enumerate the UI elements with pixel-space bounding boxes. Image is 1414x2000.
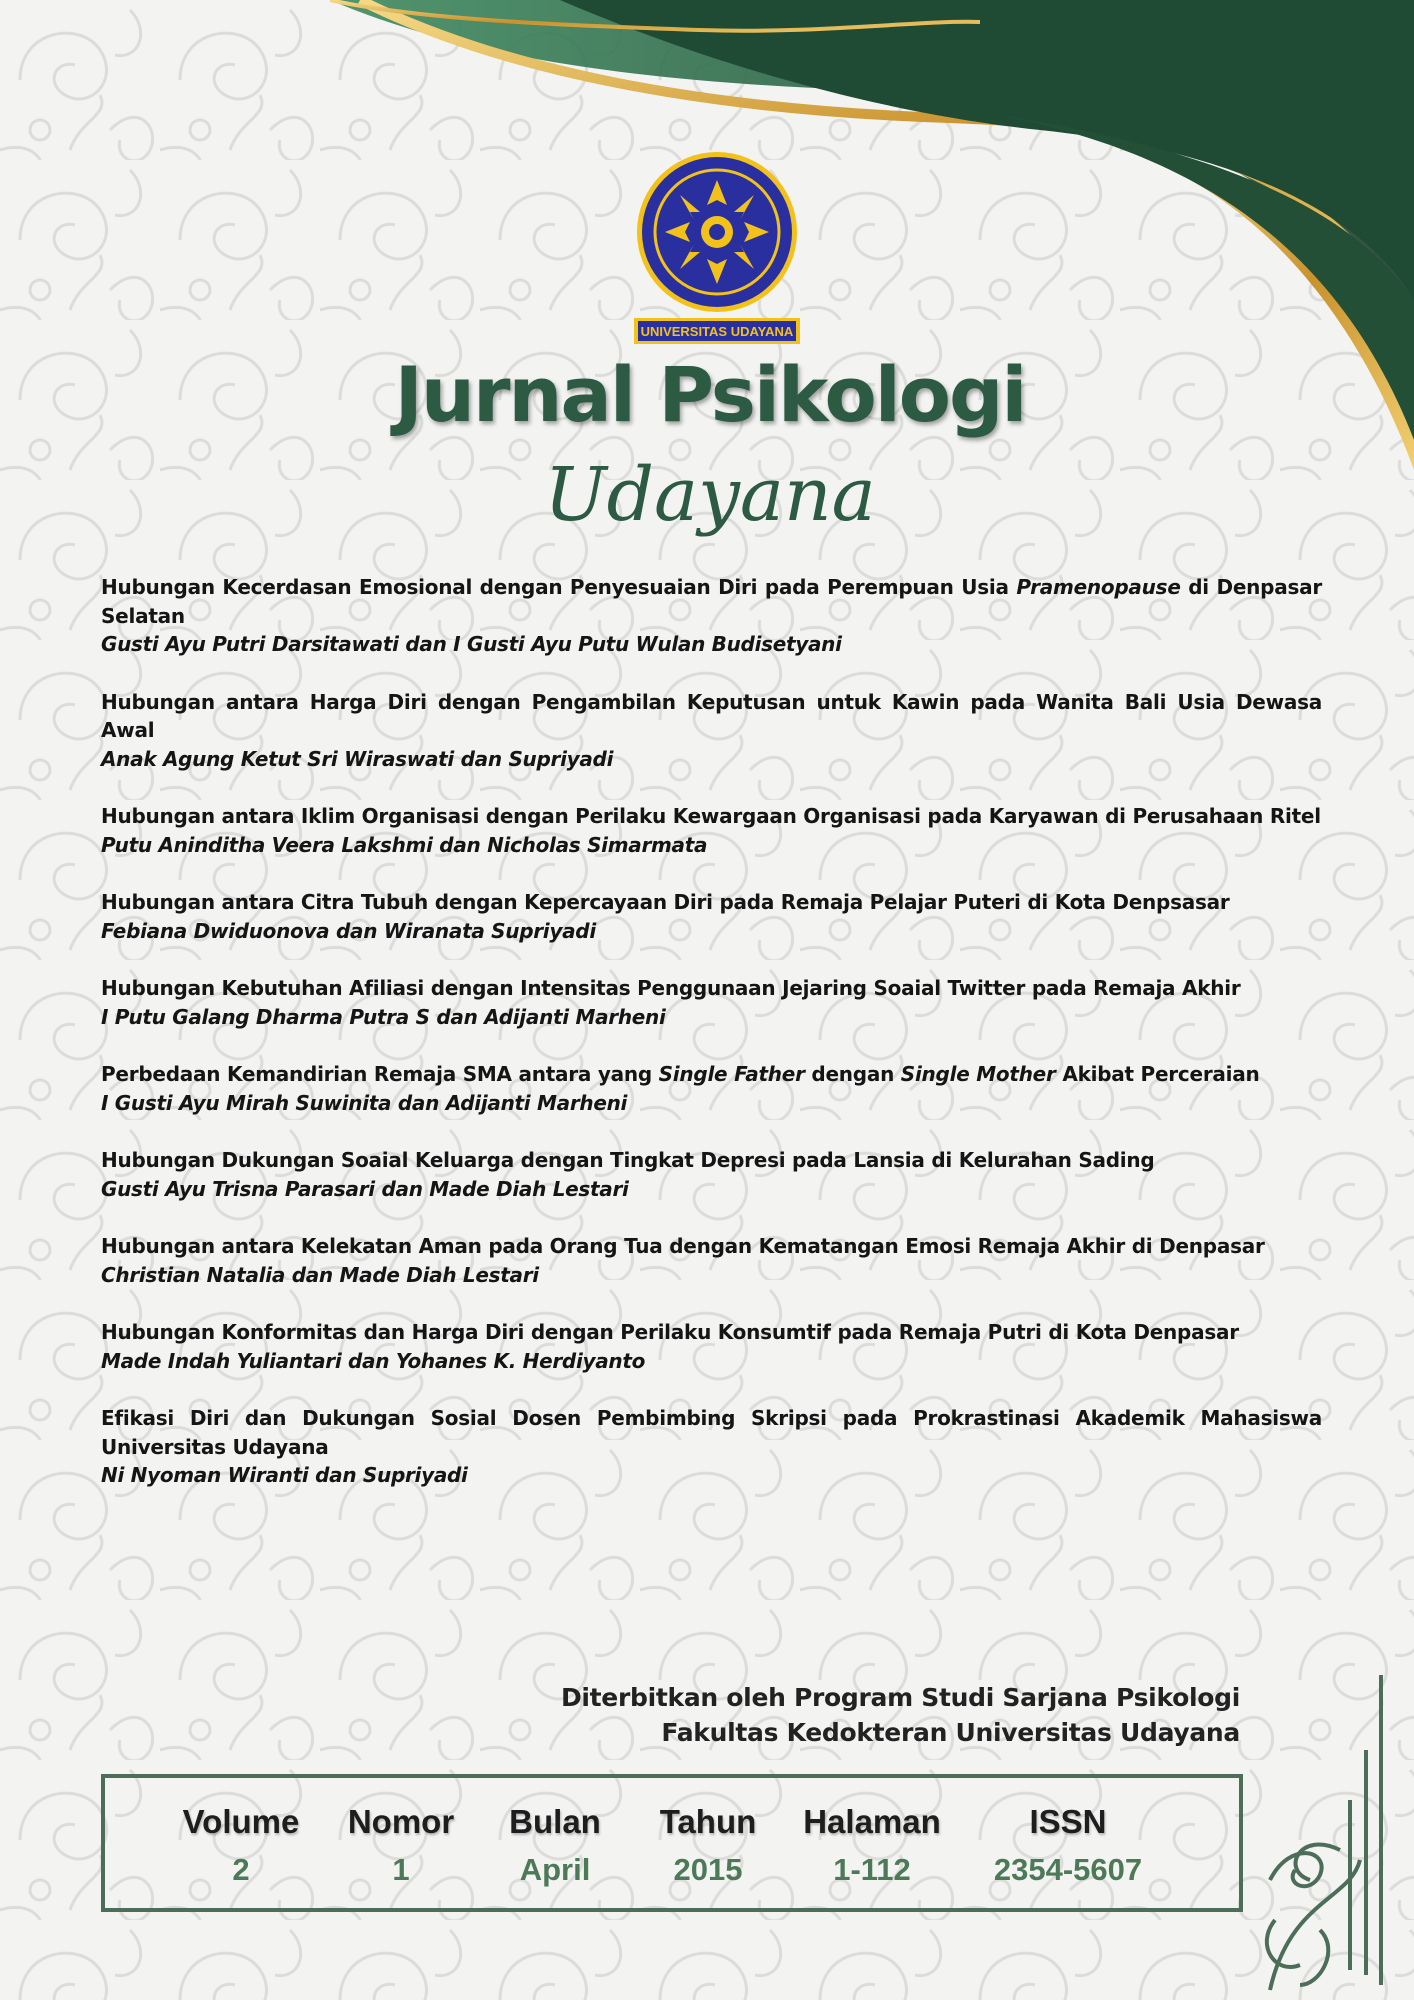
article-entry xyxy=(101,974,1322,1031)
article-title-text: Efikasi Diri dan Dukungan Sosial Dosen Pembimbing Skripsi pada Prokrastinasi Akademik Mahasiswa Universitas Udayana xyxy=(101,1406,1322,1459)
article-title-text: Hubungan Kecerdasan Emosional dengan Penyesuaian Diri pada Perempuan Usia xyxy=(101,575,1017,599)
issue-info-label: Bulan xyxy=(509,1803,601,1840)
article-title xyxy=(101,1060,1322,1089)
issue-info-value: April xyxy=(519,1852,591,1887)
article-title xyxy=(101,573,1322,630)
article-title-text: di Denpasar Selatan xyxy=(101,575,1322,628)
article-title-italic: Pramenopause xyxy=(1016,575,1181,599)
article-title-text: Hubungan antara Iklim Organisasi dengan Perilaku Kewargaan Organisasi pada Karyawan di Perusahaan Ritel xyxy=(101,804,1321,828)
article-title xyxy=(101,974,1322,1003)
issue-info-label: Halaman xyxy=(803,1803,941,1840)
article-authors: Gusti Ayu Putri Darsitawati dan I Gusti Ayu Putu Wulan Budisetyani xyxy=(101,632,842,656)
publisher-line-2: Fakultas Kedokteran Universitas Udayana xyxy=(661,1718,1240,1747)
journal-title: Jurnal Psikologi xyxy=(394,350,1026,439)
issue-info-value: 2 xyxy=(232,1852,250,1887)
issue-info-label: Volume xyxy=(182,1803,300,1840)
article-title xyxy=(101,888,1322,917)
article-title-italic: Single Mother xyxy=(900,1062,1056,1086)
article-title-text: Hubungan antara Citra Tubuh dengan Kepercayaan Diri pada Remaja Pelajar Puteri di Kota Denpsasar xyxy=(101,890,1230,914)
article-authors: Christian Natalia dan Made Diah Lestari xyxy=(101,1262,539,1287)
article-entry xyxy=(101,1318,1322,1375)
issue-info-value: 2015 xyxy=(673,1852,743,1887)
article-entry xyxy=(101,802,1322,859)
issue-info-label: Tahun xyxy=(659,1803,757,1840)
article-authors: I Gusti Ayu Mirah Suwinita dan Adijanti Marheni xyxy=(101,1090,628,1115)
article-authors: Gusti Ayu Trisna Parasari dan Made Diah Lestari xyxy=(101,1176,629,1201)
article-title xyxy=(101,1232,1322,1261)
issue-info-label: Nomor xyxy=(347,1803,455,1840)
article-title xyxy=(101,1318,1322,1347)
issue-info-issn xyxy=(973,1798,1163,1894)
article-title-text: Hubungan antara Harga Diri dengan Pengambilan Keputusan untuk Kawin pada Wanita Bali Usia Dewasa Awal xyxy=(101,689,1322,742)
journal-subtitle-script: Udayana xyxy=(544,452,876,538)
article-title-text: Hubungan Dukungan Soaial Keluarga dengan Tingkat Depresi pada Lansia di Kelurahan Sading xyxy=(101,1148,1155,1172)
article-title-text: Hubungan Konformitas dan Harga Diri dengan Perilaku Konsumtif pada Remaja Putri di Kota Denpasar xyxy=(101,1320,1239,1344)
article-entry xyxy=(101,1146,1322,1203)
issue-info-label: ISSN xyxy=(1029,1803,1107,1840)
article-entry xyxy=(101,573,1322,659)
article-title xyxy=(101,688,1322,745)
article-title xyxy=(101,1404,1322,1461)
article-title-text: Hubungan antara Kelekatan Aman pada Orang Tua dengan Kematangan Emosi Remaja Akhir di Denpasar xyxy=(101,1234,1265,1258)
issue-info-halaman xyxy=(777,1798,967,1894)
logo-label: UNIVERSITAS UDAYANA xyxy=(640,324,794,339)
article-entry xyxy=(101,888,1322,945)
article-entry xyxy=(101,688,1322,774)
article-authors: Putu Aninditha Veera Lakshmi dan Nicholas Simarmata xyxy=(101,832,708,857)
issue-info-box xyxy=(101,1774,1243,1912)
article-authors: I Putu Galang Dharma Putra S dan Adijanti Marheni xyxy=(101,1004,666,1029)
article-entry xyxy=(101,1060,1322,1117)
article-authors: Febiana Dwiduonova dan Wiranata Supriyadi xyxy=(101,918,596,943)
article-title-text: Akibat Perceraian xyxy=(1055,1062,1260,1086)
article-title-italic: Single Father xyxy=(658,1062,805,1086)
article-authors: Ni Nyoman Wiranti dan Supriyadi xyxy=(101,1463,468,1487)
issue-info-value: 1 xyxy=(392,1852,410,1887)
issue-info-value: 2354-5607 xyxy=(993,1852,1143,1887)
issue-info-tahun xyxy=(613,1798,803,1894)
article-title xyxy=(101,1146,1322,1175)
article-authors: Made Indah Yuliantari dan Yohanes K. Herdiyanto xyxy=(101,1348,646,1373)
article-entry xyxy=(101,1232,1322,1289)
article-title-text: Hubungan Kebutuhan Afiliasi dengan Intensitas Penggunaan Jejaring Soaial Twitter pada Remaja Akhir xyxy=(101,976,1241,1000)
article-title xyxy=(101,802,1322,831)
article-title-text: Perbedaan Kemandirian Remaja SMA antara yang xyxy=(101,1062,659,1086)
article-list xyxy=(101,573,1322,1519)
article-authors: Anak Agung Ketut Sri Wiraswati dan Supriyadi xyxy=(101,746,614,771)
university-logo xyxy=(632,150,802,345)
article-title-text: dengan xyxy=(804,1062,901,1086)
issue-info-value: 1-112 xyxy=(833,1852,911,1887)
article-entry xyxy=(101,1404,1322,1490)
publisher-line-1: Diterbitkan oleh Program Studi Sarjana Psikologi xyxy=(560,1683,1240,1712)
publisher-block xyxy=(400,1680,1240,1750)
